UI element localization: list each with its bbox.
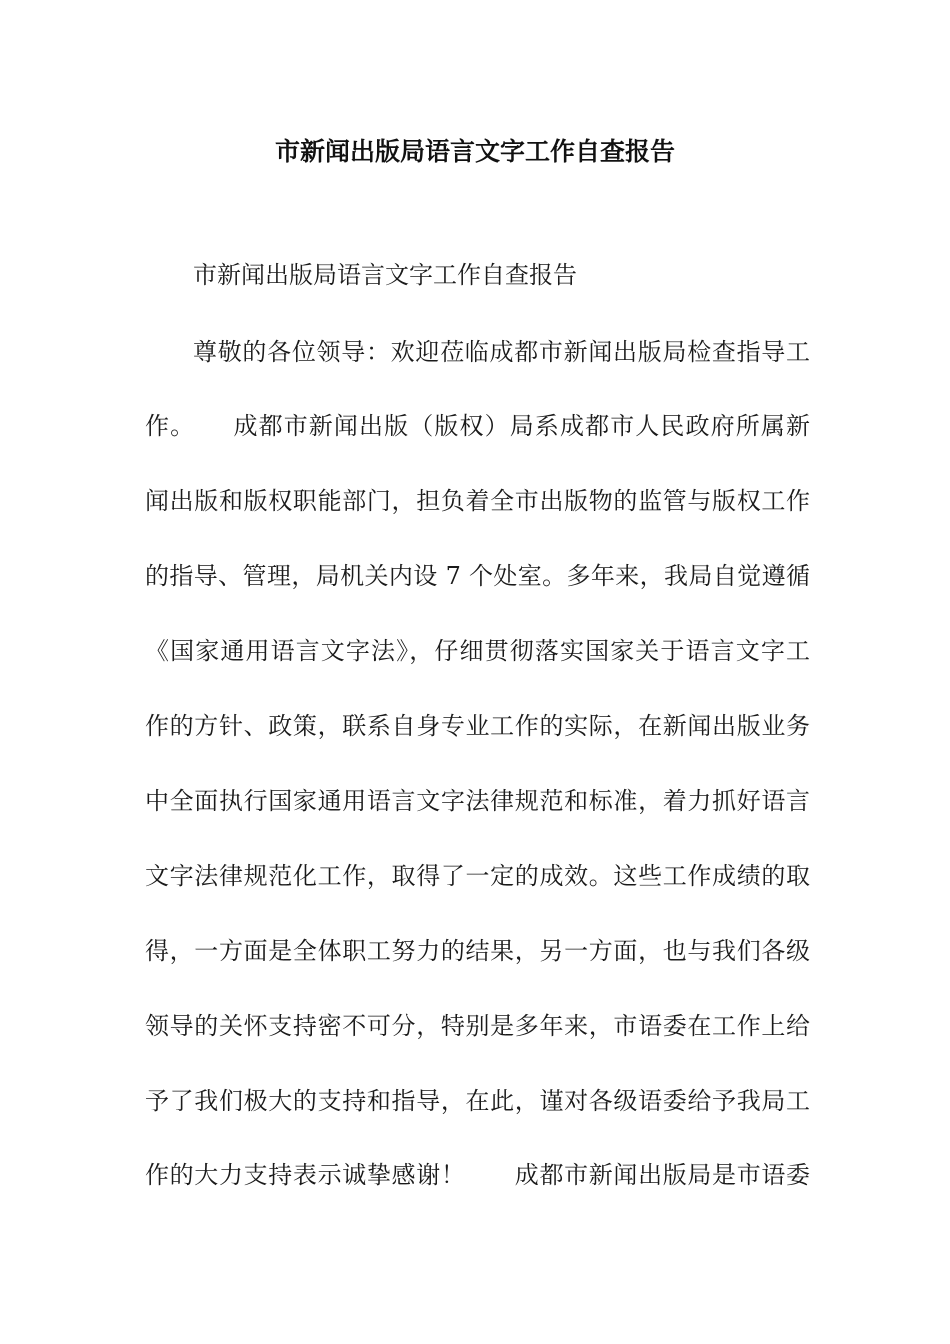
paragraph-line: 闻出版和版权职能部门，担负着全市出版物的监管与版权工作 xyxy=(145,487,810,515)
paragraph-line: 得，一方面是全体职工努力的结果，另一方面，也与我们各级 xyxy=(145,937,810,965)
paragraph-line: 《国家通用语言文字法》，仔细贯彻落实国家关于语言文字工 xyxy=(145,637,810,665)
paragraph-line: 予了我们极大的支持和指导，在此，谨对各级语委给予我局工 xyxy=(145,1087,810,1115)
paragraph-line: 市新闻出版局语言文字工作自查报告 xyxy=(193,261,577,289)
document-title: 市新闻出版局语言文字工作自查报告 xyxy=(274,137,675,166)
paragraph-line: 领导的关怀支持密不可分，特别是多年来，市语委在工作上给 xyxy=(145,1012,810,1040)
paragraph-line: 中全面执行国家通用语言文字法律规范和标准，着力抓好语言 xyxy=(145,787,810,815)
paragraph-line: 的指导、管理，局机关内设 7 个处室。多年来，我局自觉遵循 xyxy=(145,562,810,590)
paragraph-line: 文字法律规范化工作，取得了一定的成效。这些工作成绩的取 xyxy=(145,862,810,890)
paragraph-line: 尊敬的各位领导：欢迎莅临成都市新闻出版局检查指导工 xyxy=(193,338,810,366)
paragraph-line: 作的方针、政策，联系自身专业工作的实际，在新闻出版业务 xyxy=(145,712,810,740)
paragraph-line: 作的大力支持表示诚挚感谢！ 成都市新闻出版局是市语委 xyxy=(145,1161,810,1189)
paragraph-line: 作。 成都市新闻出版（版权）局系成都市人民政府所属新 xyxy=(145,412,810,440)
